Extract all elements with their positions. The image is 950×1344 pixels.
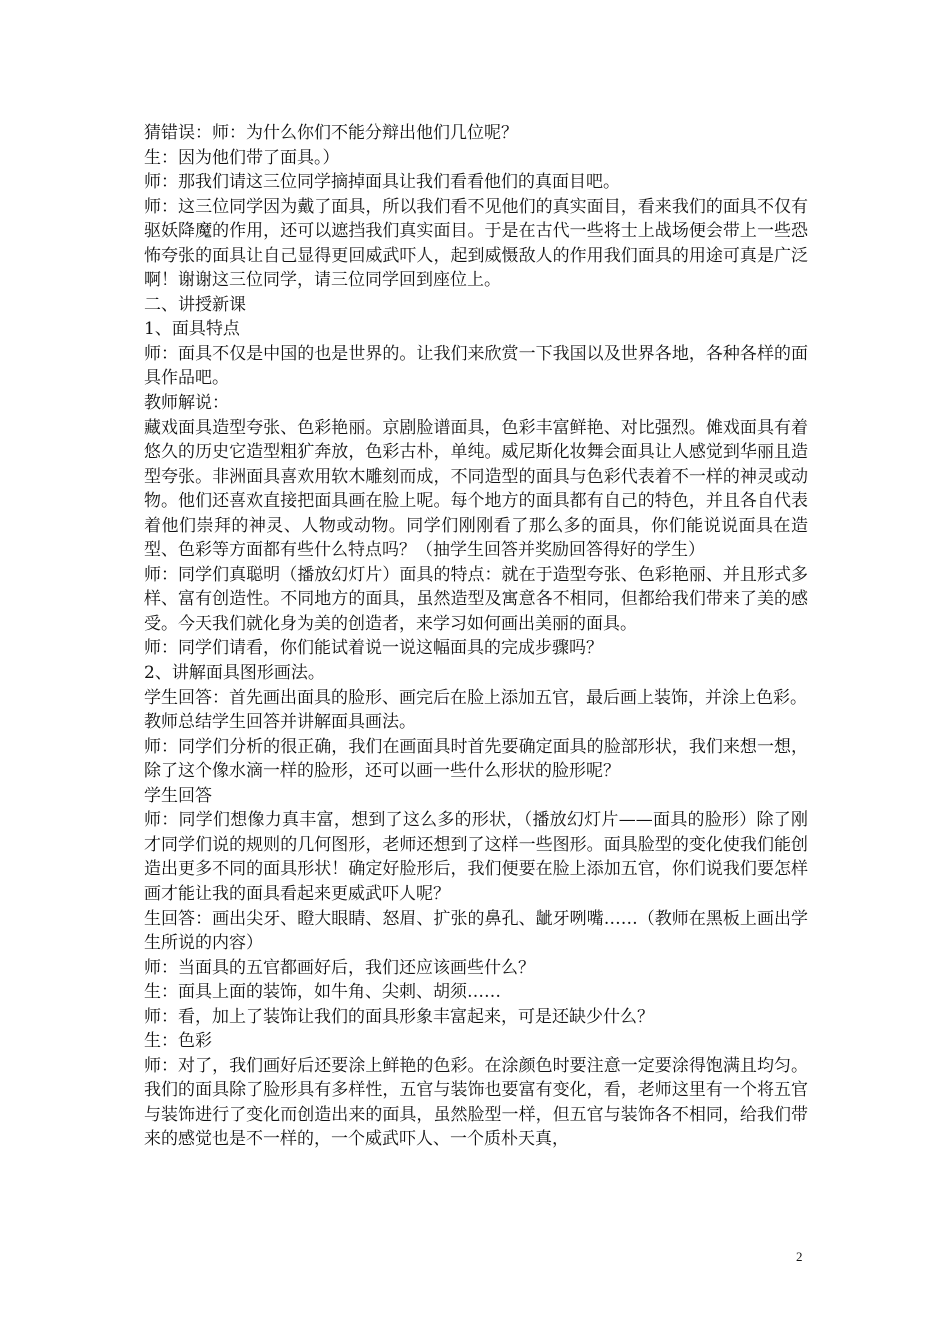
paragraph-missing-question: 师：看，加上了装饰让我们的面具形象丰富起来，可是还缺少什么？ — [144, 1006, 654, 1027]
page-number: 2 — [796, 1249, 803, 1264]
paragraph-mask-uses: 师：这三位同学因为戴了面具，所以我们看不见他们的真实面目，看来我们的面具不仅有驱妖降魔的作用，还可以遮挡我们真实面目。于是在古代一些将士上战场便会带上一些恐怖夸张的面具让自己显得更回威武吓人，起到威慑敌人的作用我们面具的用途可真是广泛啊！谢谢这三位同学，请三位同学回到座位上。 — [144, 196, 808, 291]
paragraph-coloring-guidance: 师：对了，我们画好后还要涂上鲜艳的色彩。在涂颜色时要注意一定要涂得饱满且均匀。我们的面具除了脸形具有多样性，五官与装饰也要富有变化，看，老师这里有一个将五官与装饰进行了变化而创造出来的面具，虽然脸型一样，但五官与装饰各不相同，给我们带来的感觉也是不一样的，一个威武吓人、一个质朴天真， — [144, 1055, 808, 1150]
paragraph-teacher-summary: 教师总结学生回答并讲解面具画法。 — [144, 712, 416, 733]
paragraph-decoration-answer: 生：面具上面的装饰，如牛角、尖刺、胡须…… — [144, 982, 501, 1003]
paragraph-shapes-and-features: 师：同学们想像力真丰富，想到了这么多的形状，（播放幻灯片——面具的脸形）除了刚才同学们说的规则的几何图形，老师还想到了这样一些图形。面具脸型的变化使我们能创造出更多不同的面具形状！确定好脸形后，我们便要在脸上添加五官，你们说我们要怎样画才能让我的面具看起来更威武吓人呢？ — [144, 810, 808, 904]
subheading-mask-features: 1、面具特点 — [144, 319, 240, 340]
paragraph-features-answer: 生回答：画出尖牙、瞪大眼睛、怒眉、扩张的鼻孔、龇牙咧嘴……（教师在黑板上画出学生所说的内容） — [144, 908, 808, 954]
paragraph-student-mask-answer: 生：因为他们带了面具。） — [144, 147, 340, 168]
paragraph-student-steps-answer: 学生回答：首先画出面具的脸形、画完后在脸上添加五官，最后画上装饰，并涂上色彩。 — [144, 687, 807, 708]
paragraph-remove-masks: 师：那我们请这三位同学摘掉面具让我们看看他们的真面目吧。 — [144, 172, 620, 193]
paragraph-color-answer: 生：色彩 — [144, 1031, 212, 1052]
paragraph-students-answer: 学生回答 — [144, 785, 212, 806]
paragraph-mask-characteristics: 师：同学们真聪明（播放幻灯片）面具的特点：就在于造型夸张、色彩艳丽、并且形式多样、富有创造性。不同地方的面具，虽然造型及寓意各不相同，但都给我们带来了美的感受。今天我们就化身为美的创造者，来学习如何画出美丽的面具。 — [144, 564, 808, 634]
document-body — [144, 121, 808, 1152]
section-heading-new-lesson: 二、讲授新课 — [144, 294, 246, 315]
subheading-drawing-method: 2、讲解面具图形画法。 — [144, 663, 325, 684]
paragraph-mask-types: 藏戏面具造型夸张、色彩艳丽。京剧脸谱面具，色彩丰富鲜艳、对比强烈。傩戏面具有着悠久的历史它造型粗犷奔放，色彩古朴，单纯。威尼斯化妆舞会面具让人感觉到华丽且造型夸张。非洲面具喜欢用软木雕刻而成，不同造型的面具与色彩代表着不一样的神灵或动物。他们还喜欢直接把面具画在脸上呢。每个地方的面具都有自己的特色，并且各自代表着他们崇拜的神灵、人物或动物。同学们刚刚看了那么多的面具，你们能说说面具在造型、色彩等方面都有些什么特点吗？（抽学生回答并奖励回答得好的学生） — [144, 417, 808, 561]
paragraph-world-masks: 师：面具不仅是中国的也是世界的。让我们来欣赏一下我国以及世界各地，各种各样的面具作品吧。 — [144, 343, 808, 389]
paragraph-face-shape: 师：同学们分析的很正确，我们在画面具时首先要确定面具的脸部形状，我们来想一想，除了这个像水滴一样的脸形，还可以画一些什么形状的脸形呢？ — [144, 736, 808, 782]
paragraph-steps-question: 师：同学们请看，你们能试着说一说这幅面具的完成步骤吗？ — [144, 638, 603, 659]
paragraph-teacher-explains: 教师解说： — [144, 393, 229, 414]
paragraph-guess-wrong: 猜错误：师：为什么你们不能分辩出他们几位呢？ — [144, 123, 518, 143]
paragraph-next-step-question: 师：当面具的五官都画好后，我们还应该画些什么？ — [144, 957, 535, 978]
